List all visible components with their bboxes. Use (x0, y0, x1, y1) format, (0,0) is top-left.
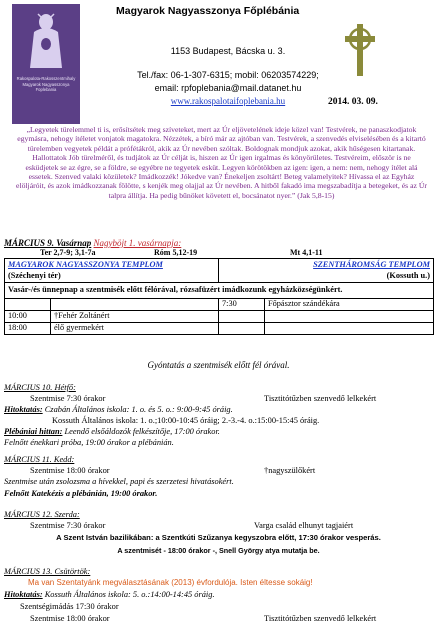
wednesday-vesper-mass: A szentmisét - 18:00 órakor -, Snell György atya mutatja be. (117, 546, 320, 555)
wednesday-heading: MÁRCIUS 12. Szerda: (4, 510, 80, 519)
reading-2: Róm 5,12-19 (154, 248, 198, 257)
thursday-anniversary: Ma van Szentatyánk megválasztásának (2013) évfordulója. Isten éltesse sokáig! (28, 578, 313, 587)
thursday-heading: MÁRCIUS 13. Csütörtök: (4, 567, 91, 576)
table-row: 18:00 élő gyermekért (5, 323, 434, 335)
table-row: 7:30 Főpásztor szándékára (5, 299, 434, 311)
church-2-name: SZENTHÁROMSÁG TEMPLOM (219, 259, 434, 271)
monday-catechesis-1: Hitoktatás: Czabán Általános iskola: 1. o. és 5. o.: 9:00-9:45 óráig. (4, 405, 233, 414)
reading-1: Ter 2,7-9; 3,1-7a (40, 248, 96, 257)
phone-line: Tel./fax: 06-1-307-6315; mobil: 06203574229; (137, 70, 319, 80)
monday-choir: Felnőtt énekkari próba, 19:00 órakor a plébánián. (4, 438, 174, 447)
sunday-heading: MÁRCIUS 9. Vasárnap Nagyböjt 1. vasárnapja: (4, 238, 182, 248)
sunday-mass-table (4, 258, 434, 335)
email-line: email: rpfoplebania@mail.datanet.hu (154, 83, 302, 93)
confession-note: Gyóntatás a szentmisék előtt fél órával. (147, 360, 290, 370)
table-row: 10:00 †Fehér Zoltánért (5, 311, 434, 323)
bulletin-date: 2014. 03. 09. (328, 97, 378, 107)
wednesday-vesper: A Szent István bazilikában: a Szentkúti Szűzanya kegyszobra előtt, 17:30 órakor vesperás. (56, 533, 381, 542)
thursday-catechesis: Hitoktatás: Kossuth Általános iskola: 5. o.:14:00-14:45 óráig. (4, 590, 215, 599)
scripture-quote (16, 125, 427, 200)
church-1-location: (Széchenyi tér) (5, 271, 219, 283)
madonna-icon (22, 10, 70, 72)
tuesday-note: Szentmise után zsolozsma a hívekkel, papi és szerzetesi hivatásokért. (4, 477, 234, 486)
address: 1153 Budapest, Bácska u. 3. (170, 46, 286, 56)
tuesday-heading: MÁRCIUS 11. Kedd: (4, 455, 75, 464)
church-1-name: MAGYAROK NAGYASSZONYA TEMPLOM (5, 259, 219, 271)
monday-catechesis-2: Kossuth Általános iskola: 1. o.;10:00-10:45 óráig; 2.-3.-4. o.:15:00-15:45 óráig. (52, 416, 320, 425)
thursday-adoration: Szentségimádás 17:30 órakor (20, 602, 119, 611)
monday-heading: MÁRCIUS 10. Hétfő: (4, 383, 76, 392)
wednesday-mass: Szentmise 7:30 órakor Varga család elhunyt tagjaiért (30, 521, 354, 530)
quote-text: „Legyetek türelemmel ti is, erősítsétek meg szíveteket, mert az Úr eljövetelének ideje közel van! Testvérek, ne panaszkodjatok egymásra, nehogy ítéletet vonjatok magatokra. Nézzétek, a bíró már az ajtóban van. Testvérek, a szenvedés elviselésében és a kitartó türelemben vegyetek példát a prófétákról, akik az Úr nevében szóltak. Boldognak mondjuk azokat, akik hűségesen kitartanak. Hallottatok Jób türelméről, és tudjátok az Úr célját is, hiszen az Úr igen irgalmas és könyörületes. Testvéreim, először is ne esküdjetek se az égre, se a földre, se egyébre ne tegyetek esküt. Legyen körötökben az igen: igen, a nem: nem, nehogy ítélet alá essetek. Szenved valaki közületek? Imádkozzék! Jókedve van? Énekeljen zsoltárt! Beteg valamelyitek? Hívassa el az Egyház elöljáróit, és azok imádkozzanak fölötte, s kenjék meg olajjal az Úr nevében. A hitből fakadó ima megszabadítja a betegeket, és az Úr talpra állítja. Ha pedig bűnöket követett el, bocsánatot nyer.” (16, 125, 427, 200)
parish-title: Magyarok Nagyasszonya Főplébánia (116, 5, 300, 17)
quote-reference: (Jak 5,8-15) (297, 190, 335, 200)
website-link[interactable]: www.rakospalotaifoplebania.hu (170, 96, 286, 106)
monday-parish-class: Plébániai hittan: Leendő elsőáldozók felkészítője, 17:00 órakor. (4, 427, 220, 436)
logo-text: Rakospalota-Rakosszentmihaly Magyarok Nagyasszonya Foplebania (16, 76, 76, 93)
tuesday-catechesis: Felnőtt Katekézis a plébánián, 19:00 órakor. (4, 489, 158, 498)
church-2-location: (Kossuth u.) (219, 271, 434, 283)
monday-mass: Szentmise 7:30 órakor Tisztitótűzben szenvedő lelkekért (30, 394, 377, 403)
tuesday-mass: Szentmise 18:00 órakor †nagyszülőkért (30, 466, 316, 475)
rosary-notice: Vasár-/és ünnepnap a szentmisék előtt félórával, rózsafüzért imádkozunk egyházközségünkért. (5, 283, 434, 299)
reading-3: Mt 4,1-11 (290, 248, 323, 257)
thursday-mass: Szentmise 18:00 órakor Tisztitótűzben szenvedő lelkekért (30, 614, 377, 623)
